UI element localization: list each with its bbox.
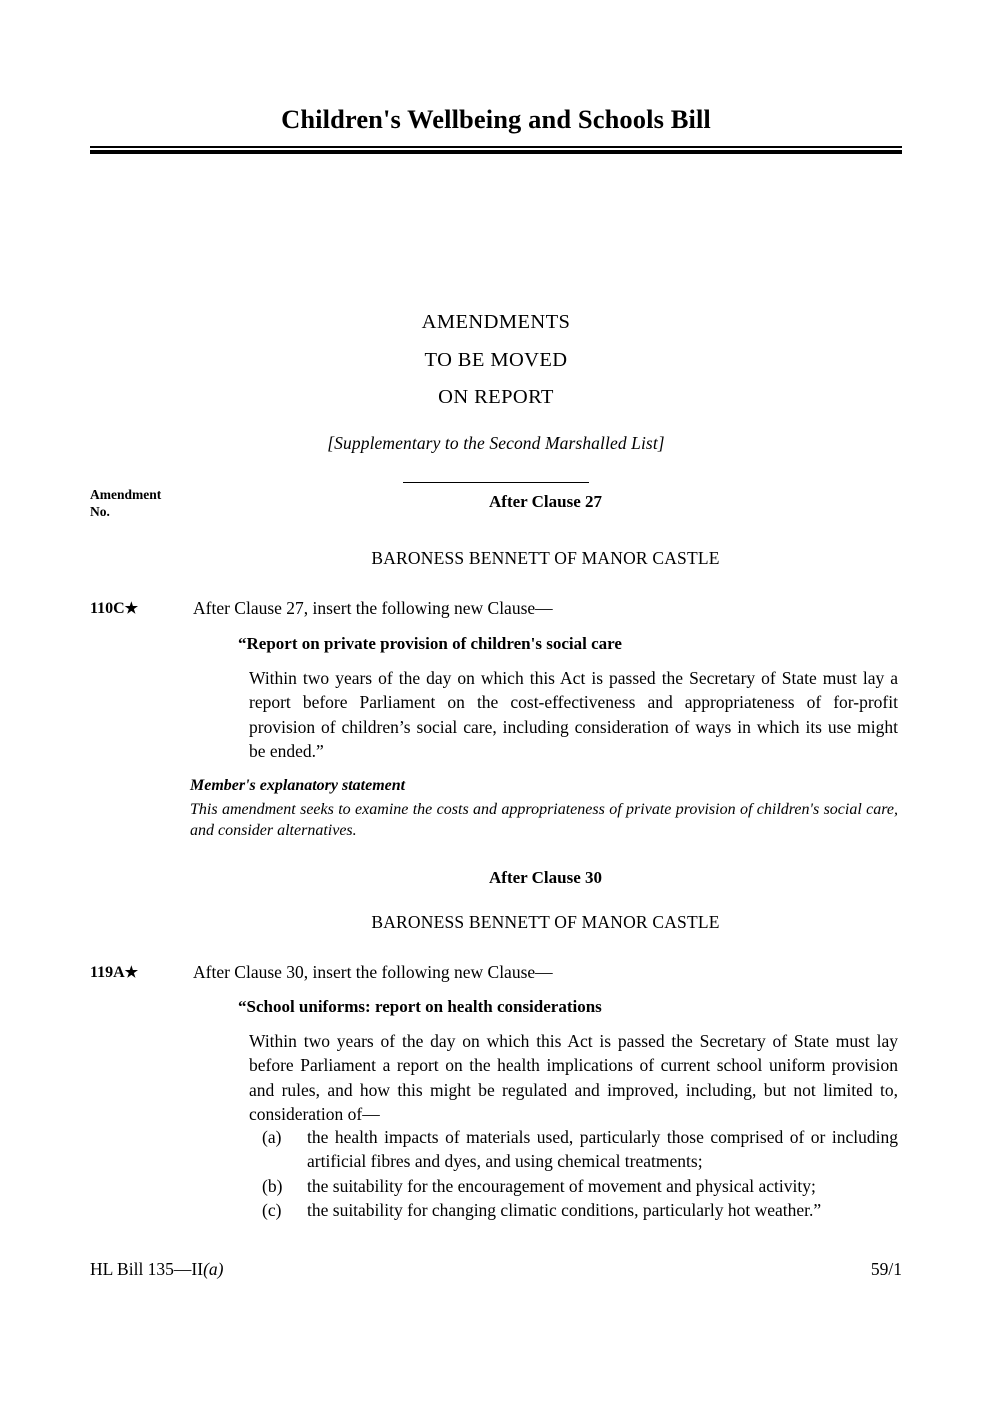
- list-item: [262, 1174, 898, 1198]
- amendment-no-label-line1: Amendment: [90, 487, 162, 502]
- amendment-no-label: [90, 487, 200, 520]
- title-double-rule: [90, 146, 902, 153]
- subitem-marker-b: (b): [262, 1175, 283, 1196]
- list-item: [262, 1198, 898, 1222]
- clause-title-2: “School uniforms: report on health considerations: [238, 997, 602, 1016]
- clause-body-2: Within two years of the day on which this Act is passed the Secretary of State must lay before Parliament a report on the health implications of current school uniform provision and rules, and how this might be regulated and improved, including, but not limited to, consideration of—: [249, 1031, 898, 1124]
- star-icon: ★: [124, 965, 139, 981]
- subitem-text-a: the health impacts of materials used, particularly those comprised of or including artificial fibres and dyes, and using chemical treatments;: [307, 1127, 898, 1172]
- star-icon: ★: [124, 601, 139, 617]
- heading-line-on-report: ON REPORT: [438, 386, 554, 408]
- amendment-number-110c: [90, 600, 190, 618]
- page-title: Children's Wellbeing and Schools Bill: [281, 104, 711, 134]
- section-heading-after-clause-27: After Clause 27: [489, 492, 602, 511]
- amendment-lead-text-1: After Clause 27, insert the following new Clause—: [193, 598, 553, 618]
- amendment-number-119a-text: 119A: [90, 964, 125, 981]
- bill-reference: [90, 1259, 224, 1280]
- title-block: [90, 104, 902, 154]
- member-name-1: BARONESS BENNETT OF MANOR CASTLE: [371, 548, 720, 568]
- subitem-text-c: the suitability for changing climatic conditions, particularly hot weather.”: [307, 1199, 822, 1220]
- page-footer: [90, 1259, 902, 1280]
- clause-subitem-list: [262, 1125, 898, 1222]
- subitem-marker-c: (c): [262, 1199, 282, 1220]
- amendment-number-110c-text: 110C: [90, 600, 125, 617]
- subitem-marker-a: (a): [262, 1127, 282, 1147]
- heading-line-to-be-moved: TO BE MOVED: [424, 348, 568, 371]
- heading-short-rule: [403, 482, 589, 484]
- amendment-no-label-line2: No.: [90, 503, 110, 519]
- explanatory-statement-body-1: This amendment seeks to examine the costs and appropriateness of private provision of children's social care, and consider alternatives.: [190, 801, 898, 839]
- amendment-number-119a: [90, 964, 190, 982]
- list-item: [262, 1125, 898, 1174]
- clause-body-1: Within two years of the day on which this Act is passed the Secretary of State must lay a report before Parliament on the cost-effectiveness and appropriateness of for-profit provision of children’s social care, including consideration of ways in which its use might be ended.”: [249, 668, 898, 761]
- subitem-text-b: the suitability for the encouragement of movement and physical activity;: [307, 1175, 816, 1196]
- bill-reference-suffix: (a): [203, 1259, 224, 1279]
- page-reference: 59/1: [870, 1259, 902, 1279]
- heading-line-amendments: AMENDMENTS: [421, 311, 571, 333]
- explanatory-statement-title-1: Member's explanatory statement: [190, 777, 406, 794]
- amendment-lead-text-2: After Clause 30, insert the following new Clause—: [193, 962, 553, 982]
- bill-reference-prefix: HL Bill 135—II: [90, 1259, 204, 1279]
- member-name-2: BARONESS BENNETT OF MANOR CASTLE: [371, 912, 720, 932]
- amendments-heading-block: [90, 304, 902, 483]
- clause-title-1: “Report on private provision of children's social care: [238, 634, 622, 653]
- section-heading-after-clause-30: After Clause 30: [489, 868, 602, 887]
- heading-subtitle: [Supplementary to the Second Marshalled List]: [327, 432, 665, 453]
